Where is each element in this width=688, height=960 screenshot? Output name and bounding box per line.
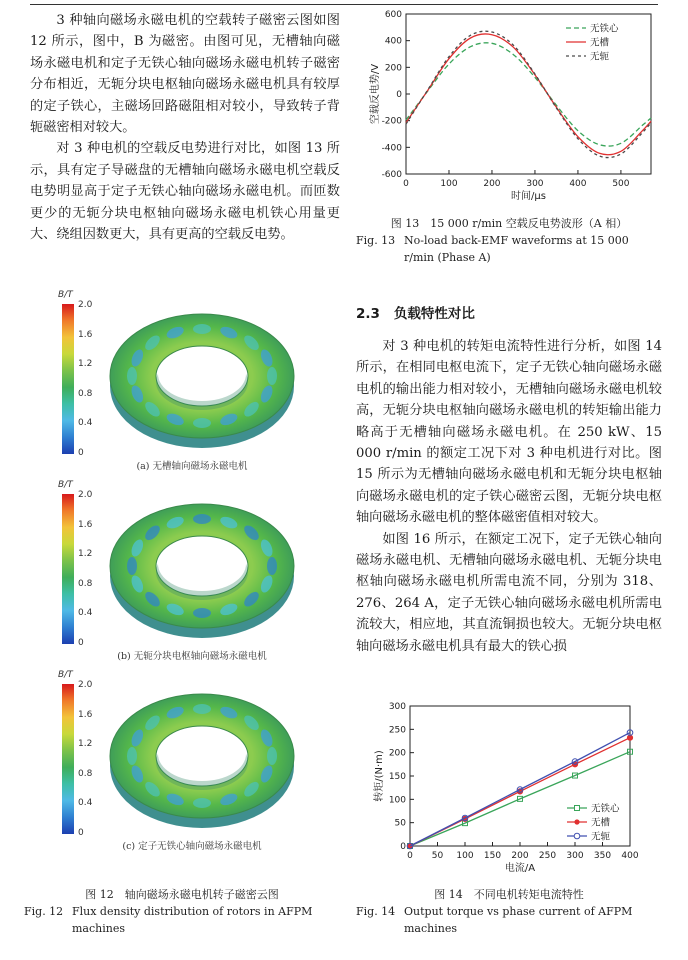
x-tick-label: 0 <box>403 179 409 189</box>
rotor-bore-hole <box>158 727 246 781</box>
colorbar <box>62 304 74 454</box>
colorbar-tick-label: 0.4 <box>78 608 93 618</box>
y-tick-label: 300 <box>388 702 406 712</box>
y-tick-label: -200 <box>381 116 402 127</box>
magnet-patch <box>193 418 211 428</box>
figure-14-caption-cn: 图 14 不同电机转矩电流特性 <box>434 888 584 901</box>
magnet-patch <box>267 557 277 575</box>
figure-14-caption-en: Output torque vs phase current of AFPM machines <box>404 905 633 935</box>
figure-12-panel <box>52 480 292 665</box>
colorbar-tick-label: 0 <box>78 447 84 458</box>
figure-12-caption-cn: 图 12 轴向磁场永磁电机转子磁密云图 <box>85 888 279 901</box>
data-point <box>627 735 632 740</box>
magnet-patch <box>193 324 211 334</box>
colorbar-unit-label: B/T <box>58 290 73 300</box>
colorbar-tick-label: 0.8 <box>78 768 93 779</box>
legend-label: 无槽 <box>591 817 611 829</box>
x-tick-label: 250 <box>538 851 557 861</box>
figure-14-label-en: Fig. 14 <box>356 905 396 918</box>
y-tick-label: 0 <box>400 842 406 852</box>
x-tick-label: 300 <box>526 179 544 189</box>
figure-12-subcaption: (b) 无轭分块电枢轴向磁场永磁电机 <box>117 651 267 662</box>
x-tick-label: 0 <box>407 851 413 861</box>
x-tick-label: 400 <box>621 851 639 861</box>
y-tick-label: 400 <box>384 36 402 47</box>
magnet-patch <box>193 704 211 714</box>
rotor-flux-plot <box>102 678 302 836</box>
colorbar-tick-label: 0.4 <box>78 418 93 428</box>
y-tick-label: 250 <box>388 725 406 736</box>
x-tick-label: 200 <box>511 851 529 861</box>
magnet-patch <box>127 747 137 765</box>
figure-14-chart <box>362 700 652 880</box>
plot-frame <box>406 14 651 174</box>
magnet-patch <box>193 608 211 618</box>
x-tick-label: 500 <box>612 179 630 189</box>
y-tick-label: 50 <box>394 818 406 829</box>
colorbar-tick-label: 0.8 <box>78 578 93 589</box>
left-body-text <box>30 10 340 245</box>
paragraph-back-emf: 对 3 种电机的空载反电势进行对比，如图 13 所示，具有定子导磁盘的无槽轴向磁场永磁电机空载反电势明显高于定子无铁心轴向磁场永磁电机。而匝数更少的无轭分块电枢轴向磁场永磁电机铁心用量更大、绕组因数更大，具有更高的空载反电势。 <box>30 141 340 243</box>
magnet-patch <box>127 557 137 575</box>
y-tick-label: 150 <box>388 772 406 782</box>
colorbar-tick-label: 0 <box>78 637 84 648</box>
figure-13-label-en: Fig. 13 <box>356 234 396 247</box>
colorbar-unit-label: B/T <box>58 670 73 680</box>
legend-label: 无槽 <box>590 37 610 49</box>
colorbar-tick-label: 2.0 <box>78 680 93 690</box>
x-tick-label: 100 <box>456 851 474 861</box>
y-tick-label: -400 <box>381 143 402 154</box>
colorbar-unit-label: B/T <box>58 480 73 490</box>
rotor-bore-hole <box>158 347 246 401</box>
rotor-flux-plot <box>102 488 302 646</box>
figure-13-caption-en: No-load back-EMF waveforms at 15 000 r/min (Phase A) <box>404 234 629 264</box>
y-tick-label: 600 <box>384 10 402 20</box>
figure-12-panel <box>52 290 292 475</box>
colorbar-tick-label: 1.6 <box>78 709 93 720</box>
series-line <box>410 733 630 846</box>
colorbar-tick-label: 0 <box>78 827 84 838</box>
paragraph-rated-current: 如图 16 所示，在额定工况下，定子无铁心轴向磁场永磁电机、无槽轴向磁场永磁电机、无轭分块电枢轴向磁场永磁电机所需电流不同，分别为 318、276、264 A，定子无铁心轴向磁场永磁电机所需电流较大，相应地，其直流铜损也较大。无轭分块电枢轴向磁场永磁电机具有最大的铁心损 <box>356 531 662 654</box>
legend-label: 无铁心 <box>591 803 620 815</box>
magnet-patch <box>127 367 137 385</box>
y-axis-label: 空载反电势/V <box>370 63 381 125</box>
x-tick-label: 200 <box>483 179 501 189</box>
x-axis-label: 电流/A <box>504 863 536 874</box>
figure-14-caption <box>356 886 662 937</box>
series-line <box>406 31 651 157</box>
x-tick-label: 100 <box>440 179 458 189</box>
magnet-patch <box>267 367 277 385</box>
colorbar-tick-label: 1.6 <box>78 329 93 340</box>
paragraph-flux-density: 3 种轴向磁场永磁电机的空载转子磁密云图如图 12 所示，图中，B 为磁密。由图可见，无槽轴向磁场永磁电机和定子无铁心轴向磁场永磁电机转子磁密分布相近，无轭分块电枢轴向磁场永磁电机具有较厚的定子铁心，主磁场回路磁阻相对较小，导致转子背轭磁密相对较大。 <box>30 13 340 136</box>
section-title: 负载特性对比 <box>393 306 475 322</box>
paragraph-torque-current: 对 3 种电机的转矩电流特性进行分析，如图 14 所示，在相同电枢电流下，定子无铁心轴向磁场永磁电机的输出能力相对较小，无槽轴向磁场永磁电机较高，无轭分块电枢轴向磁场永磁电机的转矩输出能力略高于无槽轴向磁场永磁电机。在 250 kW、15 000 r/min 的额定工况下对 3 种电机进行对比。图 15 所示为无槽轴向磁场永磁电机和无轭分块电枢轴向磁场永磁电机的定子铁心磁密云图，无轭分块电枢轴向磁场永磁电机的整体磁密值相对较大。 <box>356 339 662 526</box>
y-axis-label: 转矩/(N·m) <box>374 750 385 802</box>
colorbar <box>62 684 74 834</box>
magnet-patch <box>193 514 211 524</box>
right-body-text <box>356 336 662 657</box>
colorbar-tick-label: 1.2 <box>78 549 93 559</box>
section-heading <box>356 302 489 322</box>
legend-marker <box>575 806 580 811</box>
figure-12-caption <box>24 886 340 937</box>
colorbar-tick-label: 1.6 <box>78 519 93 530</box>
legend-label: 无轭 <box>591 831 611 843</box>
colorbar-tick-label: 1.2 <box>78 739 93 749</box>
rotor-bore-hole <box>158 537 246 591</box>
series-line <box>406 34 651 155</box>
colorbar <box>62 494 74 644</box>
colorbar-tick-label: 0.4 <box>78 798 93 808</box>
series-line <box>406 43 651 146</box>
legend-label: 无铁心 <box>590 23 619 35</box>
x-tick-label: 400 <box>569 179 587 189</box>
figure-13-caption <box>356 215 662 266</box>
header-rule <box>30 4 658 5</box>
legend-marker <box>574 819 579 824</box>
colorbar-tick-label: 2.0 <box>78 490 93 500</box>
figure-12-panel <box>52 670 292 855</box>
figure-12-label-en: Fig. 12 <box>24 905 64 918</box>
colorbar-tick-label: 1.2 <box>78 359 93 369</box>
y-tick-label: -600 <box>381 170 402 180</box>
figure-12-subcaption: (c) 定子无铁心轴向磁场永磁电机 <box>122 841 262 852</box>
figure-12-caption-en: Flux density distribution of rotors in AFPM machines <box>72 905 313 935</box>
section-number: 2.3 <box>356 306 380 322</box>
magnet-patch <box>193 798 211 808</box>
x-tick-label: 300 <box>566 851 584 861</box>
figure-13-caption-cn: 图 13 15 000 r/min 空载反电势波形（A 相） <box>390 217 628 230</box>
y-tick-label: 0 <box>396 90 402 100</box>
x-tick-label: 150 <box>483 851 502 861</box>
legend-marker <box>574 833 580 839</box>
colorbar-tick-label: 2.0 <box>78 300 93 310</box>
magnet-patch <box>267 747 277 765</box>
colorbar-tick-label: 0.8 <box>78 388 93 399</box>
x-tick-label: 50 <box>431 851 444 861</box>
rotor-flux-plot <box>102 298 302 456</box>
figure-13-chart <box>356 8 662 208</box>
y-tick-label: 200 <box>388 748 406 759</box>
y-tick-label: 100 <box>388 795 406 806</box>
legend-label: 无轭 <box>590 51 610 63</box>
x-tick-label: 350 <box>593 851 612 861</box>
x-axis-label: 时间/μs <box>511 191 546 202</box>
figure-12-subcaption: (a) 无槽轴向磁场永磁电机 <box>136 461 248 472</box>
y-tick-label: 200 <box>384 63 402 74</box>
